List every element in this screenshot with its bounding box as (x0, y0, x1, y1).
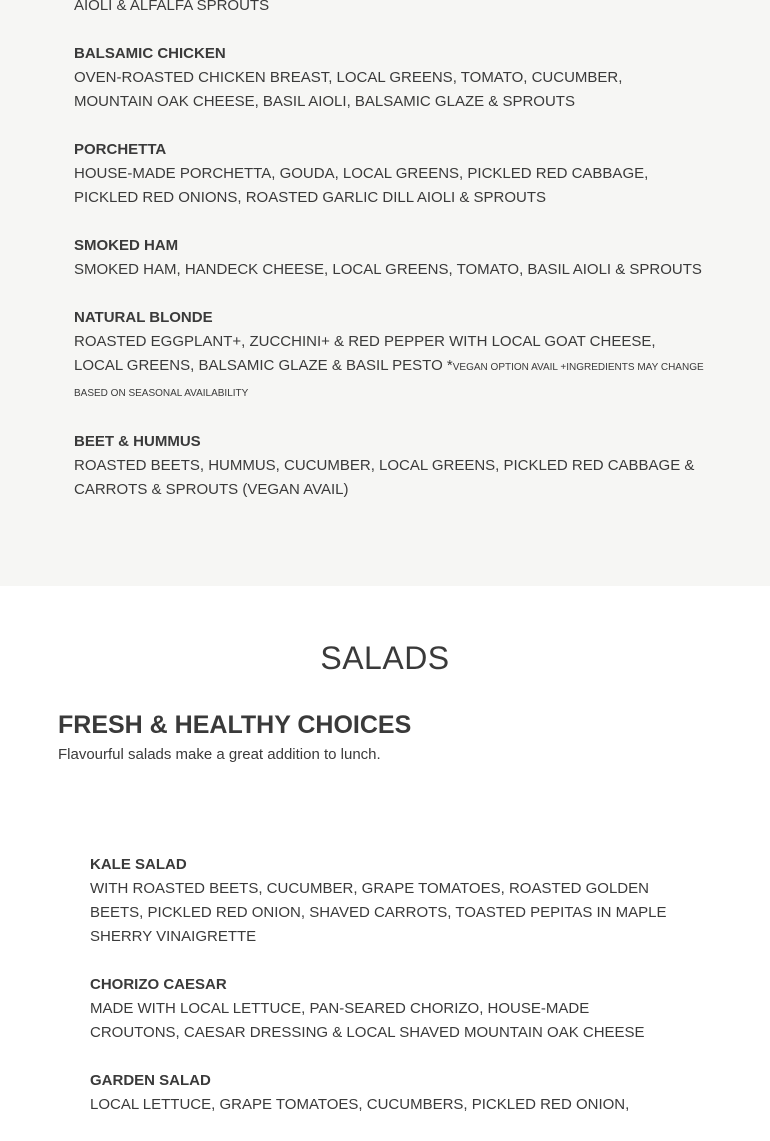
item-description-text: ROASTED EGGPLANT+, ZUCCHINI+ & RED PEPPER WITH LOCAL GOAT CHEESE, LOCAL GREENS, BALSAMIC GLAZE & BASIL PESTO * (74, 333, 656, 374)
item-description: LOCAL LETTUCE, GRAPE TOMATOES, CUCUMBERS, PICKLED RED ONION, (90, 1096, 630, 1113)
item-description (74, 330, 704, 406)
item-name: BALSAMIC CHICKEN (74, 45, 226, 62)
item-name: KALE SALAD (90, 856, 187, 873)
item-name: CHORIZO CAESAR (90, 976, 227, 993)
menu-item (74, 430, 704, 502)
item-name: SMOKED HAM (74, 237, 179, 254)
item-description: SMOKED HAM, HANDECK CHEESE, LOCAL GREENS, TOMATO, BASIL AIOLI & SPROUTS (74, 261, 702, 278)
item-description: HOUSE-MADE PORCHETTA, GOUDA, LOCAL GREENS, PICKLED RED CABBAGE, PICKLED RED ONIONS, ROASTED GARLIC DILL AIOLI & SPROUTS (74, 165, 649, 206)
menu-item (90, 853, 680, 949)
item-name: PORCHETTA (74, 141, 167, 158)
sandwich-list (74, 0, 704, 526)
menu-item (74, 306, 704, 406)
menu-item (90, 1069, 680, 1117)
item-note: VEGAN OPTION AVAIL +INGREDIENTS MAY CHANGE BASED ON SEASONAL AVAILABILITY (74, 362, 704, 399)
section-title: SALADS (320, 640, 450, 676)
salad-list (90, 853, 680, 1141)
item-description: AIOLI & ALFALFA SPROUTS (74, 0, 270, 14)
item-name: BEET & HUMMUS (74, 433, 201, 450)
section-heading: FRESH & HEALTHY CHOICES (58, 711, 412, 739)
item-description: ROASTED BEETS, HUMMUS, CUCUMBER, LOCAL GREENS, PICKLED RED CABBAGE & CARROTS & SPROUTS (VEGAN AVAIL) (74, 457, 695, 498)
menu-item (90, 973, 680, 1045)
item-description: MADE WITH LOCAL LETTUCE, PAN-SEARED CHORIZO, HOUSE-MADE CROUTONS, CAESAR DRESSING & LOCAL SHAVED MOUNTAIN OAK CHEESE (90, 1000, 645, 1041)
menu-item (74, 0, 704, 18)
item-name: NATURAL BLONDE (74, 309, 213, 326)
menu-item (74, 138, 704, 210)
item-description: WITH ROASTED BEETS, CUCUMBER, GRAPE TOMATOES, ROASTED GOLDEN BEETS, PICKLED RED ONION, SHAVED CARROTS, TOASTED PEPITAS IN MAPLE SHERRY VINAIGRETTE (90, 880, 667, 945)
item-description: OVEN-ROASTED CHICKEN BREAST, LOCAL GREENS, TOMATO, CUCUMBER, MOUNTAIN OAK CHEESE, BASIL AIOLI, BALSAMIC GLAZE & SPROUTS (74, 69, 623, 110)
menu-item (74, 42, 704, 114)
item-name: GARDEN SALAD (90, 1072, 211, 1089)
menu-item (74, 234, 704, 282)
section-subheading: Flavourful salads make a great addition to lunch. (58, 746, 381, 763)
